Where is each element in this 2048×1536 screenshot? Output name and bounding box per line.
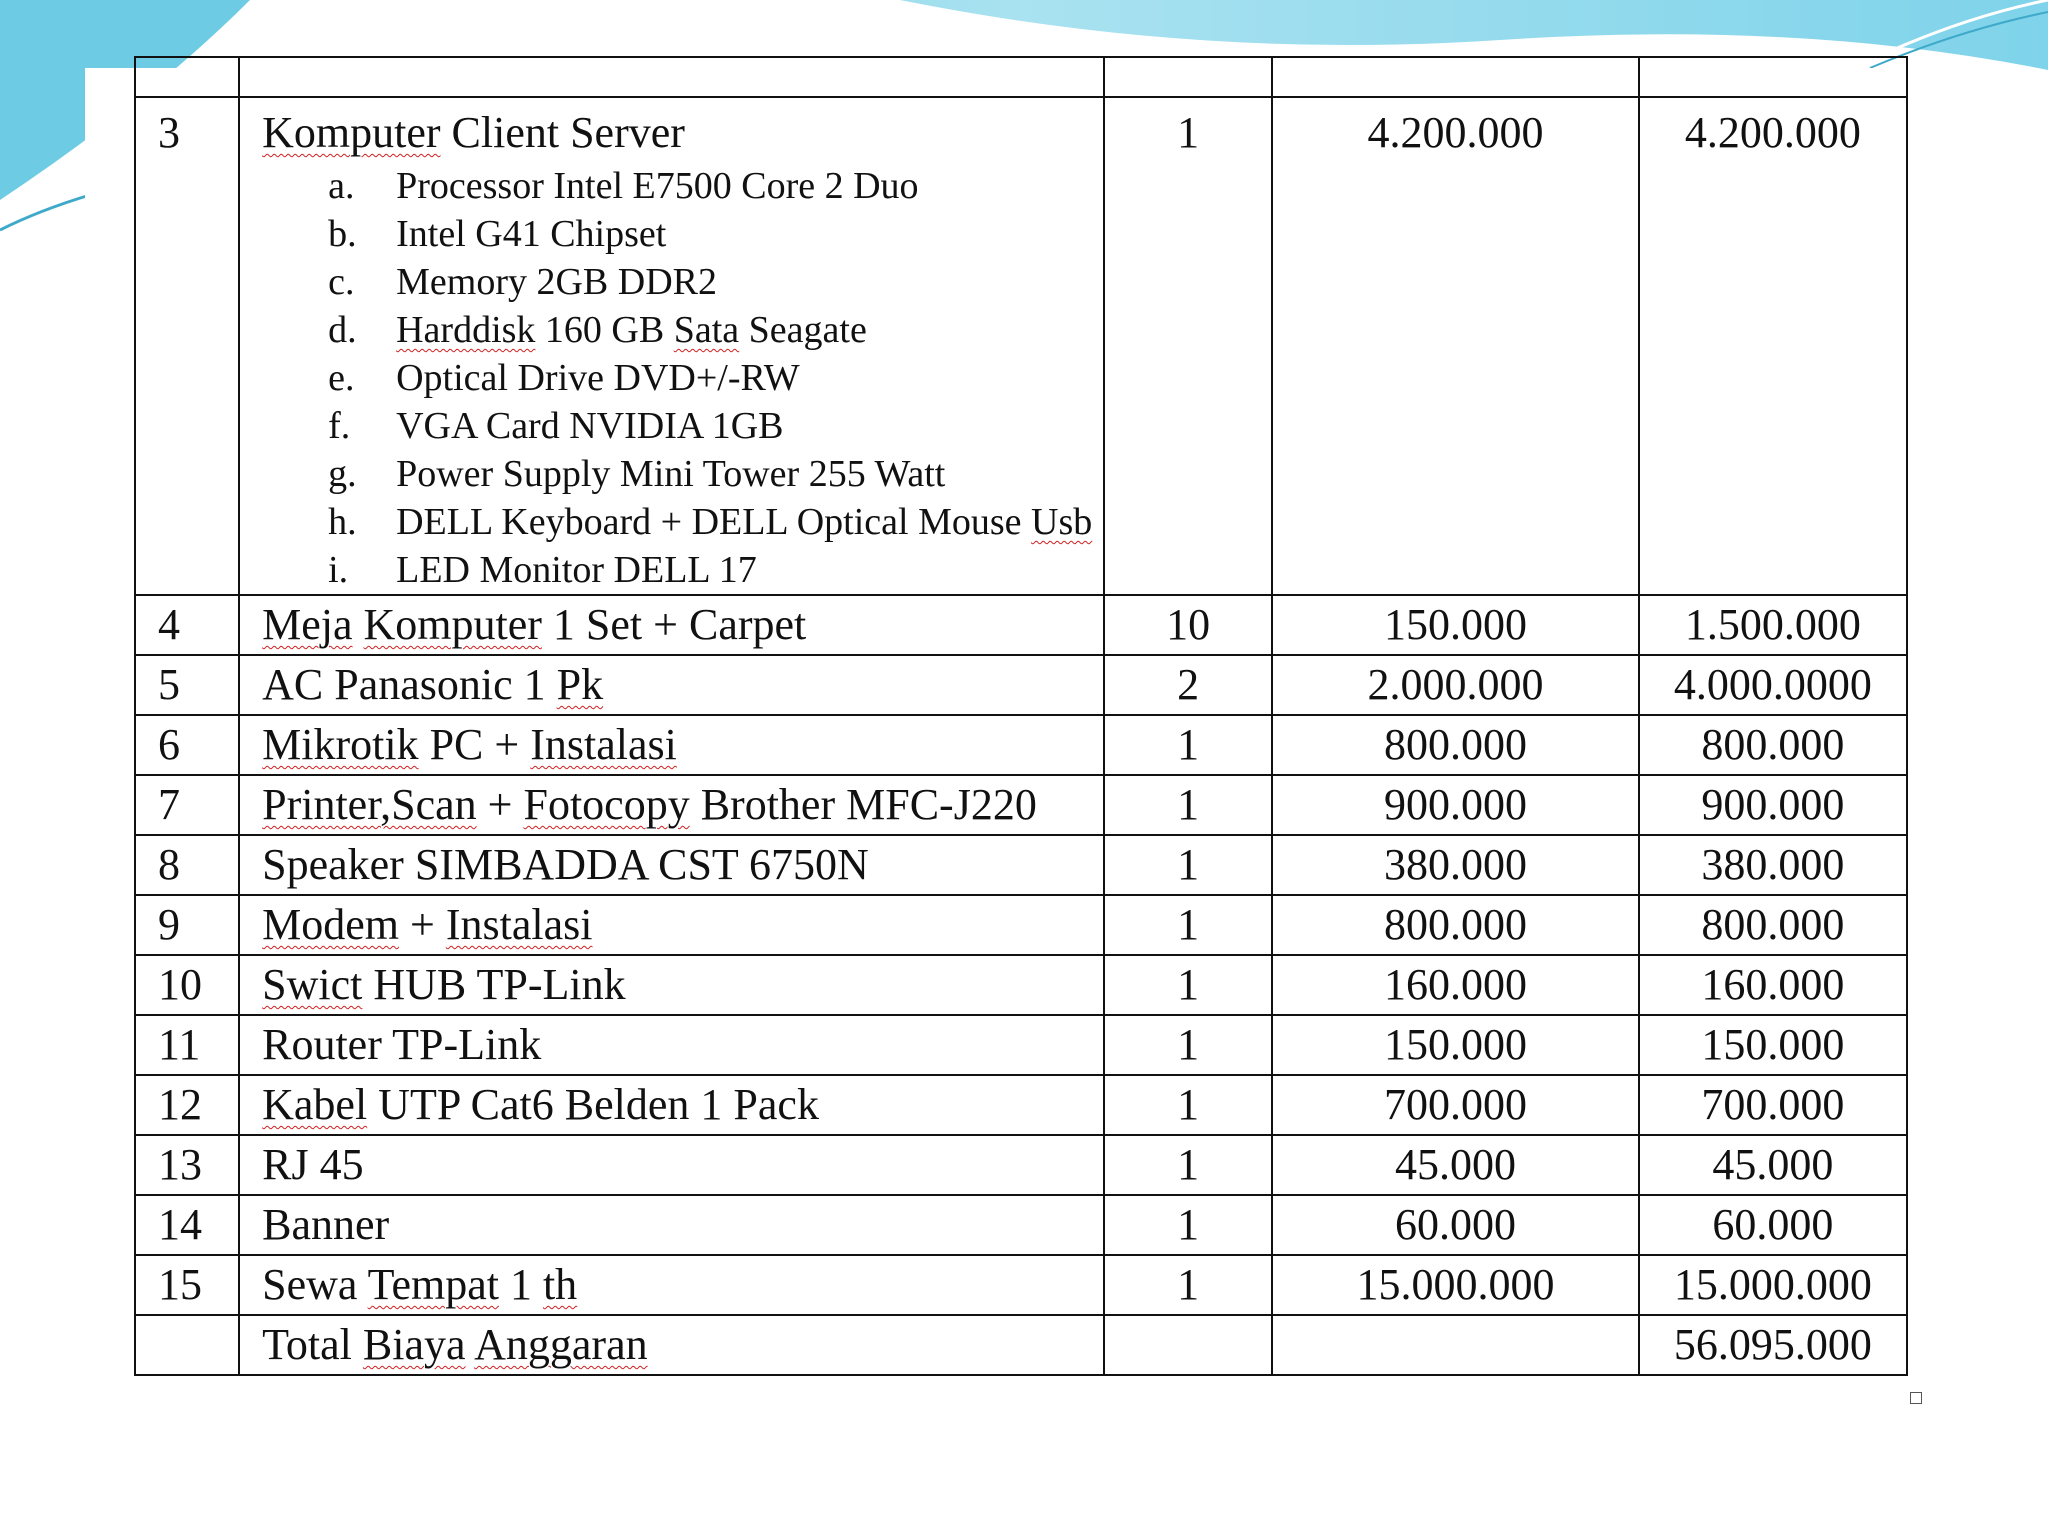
item-name: Sewa Tempat 1 th bbox=[262, 1260, 578, 1309]
item-name-cell bbox=[239, 895, 1104, 955]
line-total-cell bbox=[1639, 1195, 1907, 1255]
quantity-cell bbox=[1104, 895, 1272, 955]
line-total: 160.000 bbox=[1701, 960, 1845, 1009]
spec-list bbox=[262, 162, 1103, 594]
quantity-cell bbox=[1104, 1195, 1272, 1255]
spec-text: Power Supply Mini Tower 255 Watt bbox=[396, 453, 946, 495]
quantity: 1 bbox=[1177, 720, 1200, 769]
line-total: 45.000 bbox=[1712, 1140, 1834, 1189]
row-number-cell bbox=[135, 97, 239, 595]
row-number: 9 bbox=[158, 900, 180, 949]
row-number: 8 bbox=[158, 840, 180, 889]
spec-text: Intel G41 Chipset bbox=[396, 213, 667, 255]
unit-price-cell bbox=[1272, 97, 1638, 595]
unit-price: 60.000 bbox=[1394, 1200, 1516, 1249]
spec-letter: c. bbox=[328, 261, 355, 303]
total-label-cell bbox=[239, 1315, 1104, 1375]
line-total: 4.200.000 bbox=[1684, 108, 1861, 157]
spec-item bbox=[262, 546, 1103, 594]
quantity: 1 bbox=[1177, 1260, 1200, 1309]
line-total-cell bbox=[1639, 655, 1907, 715]
spec-item bbox=[262, 162, 1103, 210]
row-number-cell bbox=[135, 895, 239, 955]
table-row bbox=[135, 1255, 1907, 1315]
line-total-cell bbox=[1639, 715, 1907, 775]
quantity-cell bbox=[1104, 1015, 1272, 1075]
unit-price-cell bbox=[1272, 1255, 1638, 1315]
row-number: 3 bbox=[158, 108, 180, 157]
line-total: 150.000 bbox=[1701, 1020, 1845, 1069]
line-total-cell bbox=[1639, 1075, 1907, 1135]
item-name-cell bbox=[239, 835, 1104, 895]
quantity: 1 bbox=[1177, 1140, 1200, 1189]
row-number: 4 bbox=[158, 600, 180, 649]
spec-item bbox=[262, 306, 1103, 354]
table-row bbox=[135, 895, 1907, 955]
line-total-cell bbox=[1639, 835, 1907, 895]
unit-price: 900.000 bbox=[1383, 780, 1527, 829]
spec-letter: b. bbox=[328, 213, 357, 255]
item-name: Komputer Client Server bbox=[262, 108, 685, 157]
unit-price: 2.000.000 bbox=[1367, 660, 1544, 709]
item-name: Printer,Scan + Fotocopy Brother MFC-J220 bbox=[262, 780, 1037, 829]
item-name: Banner bbox=[262, 1200, 390, 1249]
table-row bbox=[135, 97, 1907, 595]
total-row bbox=[135, 1315, 1907, 1375]
unit-price-cell bbox=[1272, 1195, 1638, 1255]
row-number: 13 bbox=[158, 1140, 202, 1189]
item-name: Speaker SIMBADDA CST 6750N bbox=[262, 840, 869, 889]
spec-text: VGA Card NVIDIA 1GB bbox=[396, 405, 784, 447]
row-number-cell bbox=[135, 715, 239, 775]
unit-price-cell bbox=[1272, 955, 1638, 1015]
table-row bbox=[135, 715, 1907, 775]
unit-price-cell bbox=[1272, 715, 1638, 775]
unit-price-cell bbox=[1272, 1075, 1638, 1135]
table-row bbox=[135, 57, 1907, 97]
line-total-cell bbox=[1639, 1015, 1907, 1075]
unit-price-cell bbox=[1272, 895, 1638, 955]
quantity-cell bbox=[1104, 57, 1272, 97]
unit-price: 150.000 bbox=[1383, 600, 1527, 649]
item-name: Swict HUB TP-Link bbox=[262, 960, 626, 1009]
line-total-cell bbox=[1639, 1255, 1907, 1315]
unit-price: 15.000.000 bbox=[1356, 1260, 1555, 1309]
quantity: 1 bbox=[1177, 1080, 1200, 1129]
spec-text: LED Monitor DELL 17 bbox=[396, 549, 757, 591]
spec-item bbox=[262, 258, 1103, 306]
item-name: Meja Komputer 1 Set + Carpet bbox=[262, 600, 807, 649]
table-row bbox=[135, 775, 1907, 835]
line-total-cell bbox=[1639, 775, 1907, 835]
row-number-cell bbox=[135, 1075, 239, 1135]
quantity-cell bbox=[1104, 835, 1272, 895]
row-number-cell bbox=[135, 1015, 239, 1075]
item-name-cell bbox=[239, 1195, 1104, 1255]
item-name-cell bbox=[239, 775, 1104, 835]
item-name: Modem + Instalasi bbox=[262, 900, 593, 949]
table-row bbox=[135, 1075, 1907, 1135]
row-number: 5 bbox=[158, 660, 180, 709]
unit-price: 800.000 bbox=[1383, 900, 1527, 949]
item-name: Kabel UTP Cat6 Belden 1 Pack bbox=[262, 1080, 819, 1129]
item-name-cell bbox=[239, 595, 1104, 655]
item-name-cell bbox=[239, 655, 1104, 715]
line-total: 1.500.000 bbox=[1684, 600, 1861, 649]
unit-price-cell bbox=[1272, 835, 1638, 895]
spec-text: Processor Intel E7500 Core 2 Duo bbox=[396, 165, 919, 207]
quantity-cell bbox=[1104, 715, 1272, 775]
row-number-cell bbox=[135, 955, 239, 1015]
unit-price: 150.000 bbox=[1383, 1020, 1527, 1069]
row-number-cell bbox=[135, 1255, 239, 1315]
spec-letter: f. bbox=[328, 405, 351, 447]
unit-price: 45.000 bbox=[1394, 1140, 1516, 1189]
unit-price: 380.000 bbox=[1383, 840, 1527, 889]
item-name: RJ 45 bbox=[262, 1140, 364, 1189]
grand-total: 56.095.000 bbox=[1673, 1320, 1872, 1369]
row-number: 14 bbox=[158, 1200, 202, 1249]
spec-letter: h. bbox=[328, 501, 357, 543]
item-name-cell bbox=[239, 1015, 1104, 1075]
quantity-cell bbox=[1104, 1135, 1272, 1195]
quantity: 1 bbox=[1177, 108, 1200, 157]
unit-price-cell bbox=[1272, 1315, 1638, 1375]
line-total-cell bbox=[1639, 97, 1907, 595]
table-row bbox=[135, 835, 1907, 895]
quantity-cell bbox=[1104, 97, 1272, 595]
quantity: 1 bbox=[1177, 900, 1200, 949]
row-number-cell bbox=[135, 1195, 239, 1255]
quantity-cell bbox=[1104, 1315, 1272, 1375]
spec-text: DELL Keyboard + DELL Optical Mouse Usb bbox=[396, 501, 1093, 543]
line-total: 15.000.000 bbox=[1673, 1260, 1872, 1309]
line-total-cell bbox=[1639, 595, 1907, 655]
table-resize-handle[interactable] bbox=[1910, 1392, 1922, 1404]
line-total-cell bbox=[1639, 57, 1907, 97]
quantity-cell bbox=[1104, 1075, 1272, 1135]
budget-table-body bbox=[135, 57, 1907, 1375]
quantity-cell bbox=[1104, 595, 1272, 655]
line-total: 700.000 bbox=[1701, 1080, 1845, 1129]
table-row bbox=[135, 955, 1907, 1015]
spec-item bbox=[262, 498, 1103, 546]
table-row bbox=[135, 1135, 1907, 1195]
item-name: Router TP-Link bbox=[262, 1020, 542, 1069]
quantity-cell bbox=[1104, 1255, 1272, 1315]
unit-price: 700.000 bbox=[1383, 1080, 1527, 1129]
row-number: 7 bbox=[158, 780, 180, 829]
table-row bbox=[135, 1015, 1907, 1075]
line-total: 800.000 bbox=[1701, 900, 1845, 949]
row-number-cell bbox=[135, 775, 239, 835]
table-row bbox=[135, 595, 1907, 655]
line-total-cell bbox=[1639, 1135, 1907, 1195]
spec-letter: i. bbox=[328, 549, 349, 591]
spec-letter: d. bbox=[328, 309, 357, 351]
row-number-cell bbox=[135, 655, 239, 715]
row-number: 6 bbox=[158, 720, 180, 769]
row-number-cell bbox=[135, 835, 239, 895]
item-name: Mikrotik PC + Instalasi bbox=[262, 720, 677, 769]
item-name-cell bbox=[239, 57, 1104, 97]
quantity: 10 bbox=[1166, 600, 1211, 649]
spec-item bbox=[262, 354, 1103, 402]
row-number-cell bbox=[135, 1315, 239, 1375]
unit-price-cell bbox=[1272, 775, 1638, 835]
line-total-cell bbox=[1639, 895, 1907, 955]
line-total: 60.000 bbox=[1712, 1200, 1834, 1249]
row-number: 15 bbox=[158, 1260, 202, 1309]
row-number: 12 bbox=[158, 1080, 202, 1129]
row-number-cell bbox=[135, 1135, 239, 1195]
quantity: 1 bbox=[1177, 780, 1200, 829]
unit-price-cell bbox=[1272, 1135, 1638, 1195]
item-name-cell bbox=[239, 715, 1104, 775]
quantity: 2 bbox=[1177, 660, 1200, 709]
quantity-cell bbox=[1104, 955, 1272, 1015]
spec-item bbox=[262, 450, 1103, 498]
spec-text: Optical Drive DVD+/-RW bbox=[396, 357, 800, 399]
budget-table bbox=[134, 56, 1908, 1376]
item-name-cell bbox=[239, 955, 1104, 1015]
unit-price-cell bbox=[1272, 1015, 1638, 1075]
spec-letter: g. bbox=[328, 453, 357, 495]
total-label: Total Biaya Anggaran bbox=[262, 1320, 648, 1369]
unit-price: 160.000 bbox=[1383, 960, 1527, 1009]
row-number-cell bbox=[135, 595, 239, 655]
spec-item bbox=[262, 210, 1103, 258]
unit-price: 4.200.000 bbox=[1367, 108, 1544, 157]
line-total: 380.000 bbox=[1701, 840, 1845, 889]
table-row bbox=[135, 655, 1907, 715]
quantity-cell bbox=[1104, 655, 1272, 715]
quantity-cell bbox=[1104, 775, 1272, 835]
line-total: 800.000 bbox=[1701, 720, 1845, 769]
line-total: 4.000.0000 bbox=[1673, 660, 1872, 709]
row-number: 10 bbox=[158, 960, 202, 1009]
item-name-cell bbox=[239, 1255, 1104, 1315]
spec-letter: e. bbox=[328, 357, 355, 399]
spec-text: Memory 2GB DDR2 bbox=[396, 261, 718, 303]
unit-price-cell bbox=[1272, 595, 1638, 655]
unit-price: 800.000 bbox=[1383, 720, 1527, 769]
spec-letter: a. bbox=[328, 165, 355, 207]
item-name-cell bbox=[239, 97, 1104, 595]
table-row bbox=[135, 1195, 1907, 1255]
quantity: 1 bbox=[1177, 960, 1200, 1009]
item-name-cell bbox=[239, 1135, 1104, 1195]
unit-price-cell bbox=[1272, 57, 1638, 97]
grand-total-cell bbox=[1639, 1315, 1907, 1375]
line-total: 900.000 bbox=[1701, 780, 1845, 829]
unit-price-cell bbox=[1272, 655, 1638, 715]
item-name-cell bbox=[239, 1075, 1104, 1135]
item-name: AC Panasonic 1 Pk bbox=[262, 660, 604, 709]
row-number-cell bbox=[135, 57, 239, 97]
quantity: 1 bbox=[1177, 840, 1200, 889]
line-total-cell bbox=[1639, 955, 1907, 1015]
quantity: 1 bbox=[1177, 1200, 1200, 1249]
row-number: 11 bbox=[158, 1020, 201, 1069]
spec-item bbox=[262, 402, 1103, 450]
quantity: 1 bbox=[1177, 1020, 1200, 1069]
spec-text: Harddisk 160 GB Sata Seagate bbox=[396, 309, 867, 351]
